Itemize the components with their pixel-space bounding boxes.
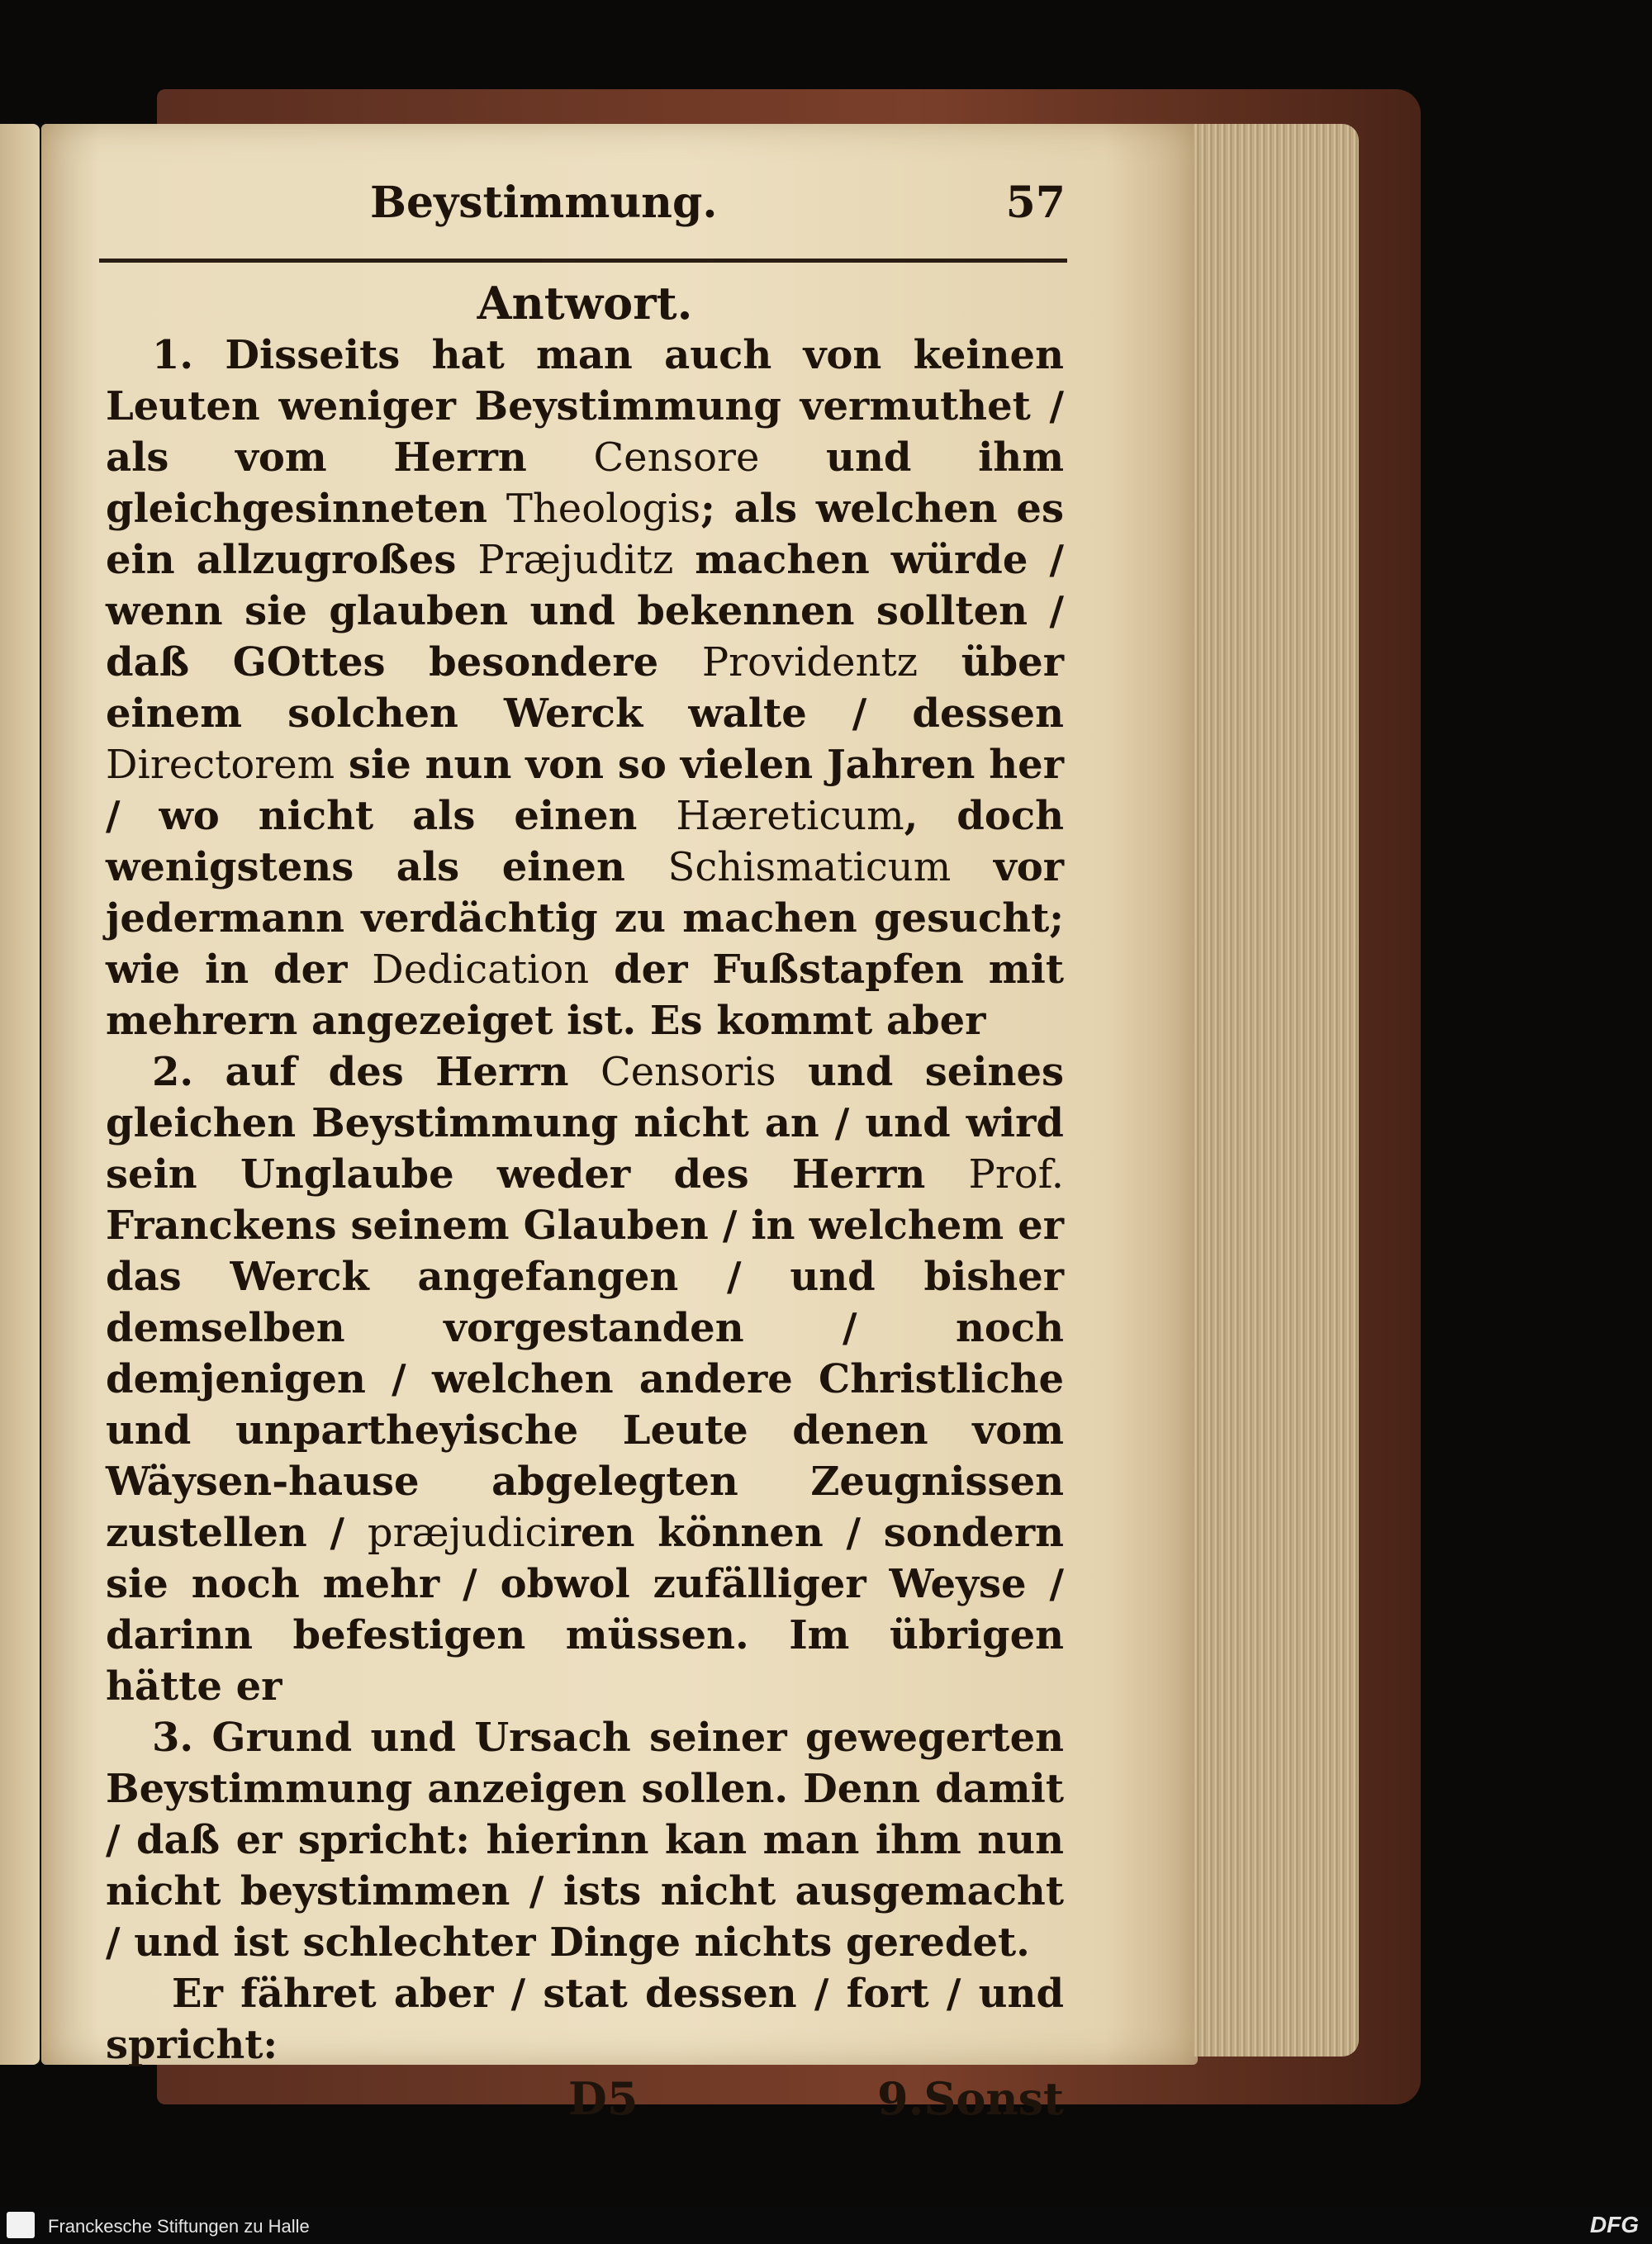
text-run: sie nun von so vielen Jahren her / wo nicht als einen (106, 742, 1064, 839)
text-run: 2. auf des Herrn (152, 1049, 601, 1095)
institution-name: Franckesche Stiftungen zu Halle (48, 2216, 310, 2237)
header-rule (99, 259, 1067, 263)
paragraph-4 (106, 1968, 1064, 2071)
dfg-logo: DFG (1589, 2212, 1639, 2237)
latin-term: Providentz (701, 639, 919, 686)
footer-bar (0, 2207, 1652, 2244)
latin-term: Censoris (601, 1049, 776, 1095)
latin-term: Censore (593, 434, 760, 481)
paragraph-1 (106, 330, 1064, 1046)
text-run: ; als welchen es ein allzugroßes (106, 486, 1064, 583)
latin-term: Dedication (372, 946, 590, 993)
page-number: 57 (1005, 178, 1066, 228)
page-header (106, 178, 1064, 242)
latin-term: præjudici (367, 1510, 560, 1556)
page-text-block (106, 178, 1064, 2132)
latin-term: Directorem (106, 742, 335, 788)
text-run: Er fähret aber / stat dessen / fort / und spricht: (106, 1971, 1064, 2068)
latin-term: Theologis (506, 486, 701, 532)
latin-term: Schismaticum (667, 844, 952, 890)
text-run: 1. Disseits hat man auch von keinen Leuten weniger Beystimmung vermuthet / als vom Herrn (106, 332, 1064, 481)
text-run: und seines gleichen Beystimmung nicht an / und wird sein Unglaube weder des Herrn (106, 1049, 1065, 1198)
paragraph-3 (106, 1712, 1064, 1968)
text-run: 3. Grund und Ursach seiner gewegerten Beystimmung anzeigen sollen. Denn damit / daß er spricht: hierinn kan man ihm nun nicht beystimmen / ists nicht ausgemacht / und ist schlechter Dinge nichts geredet. (106, 1715, 1064, 1966)
text-run: der Fußstapfen mit mehrern angezeiget ist. Es kommt aber (106, 946, 1064, 1044)
text-run: Franckens seinem Glauben / in welchem er das Werck angefangen / und bisher demselben vorgestanden / noch demjenigen / welchen andere Christliche und unpartheyische Leute denen vom Wäysen-hause abgelegten Zeugnissen zustellen / (106, 1203, 1064, 1556)
page-block-edges (1194, 124, 1359, 2057)
section-title: Antwort. (477, 277, 693, 330)
signature-mark: D5 (568, 2072, 638, 2125)
institution-logo-icon (7, 2212, 35, 2238)
text-run: machen würde / wenn sie glauben und bekennen sollten / daß GOttes besondere (106, 537, 1065, 686)
catchword: 9.Sonst (877, 2072, 1064, 2125)
text-run: über einem solchen Werck walte / dessen (106, 639, 1064, 737)
text-run: vor jedermann verdächtig zu machen gesucht; wie in der (106, 844, 1065, 993)
text-run: , doch wenigstens als einen (106, 793, 1064, 890)
text-run: und ihm gleichgesinneten (106, 434, 1064, 532)
running-title: Beystimmung. (370, 178, 718, 228)
facing-page-edge (0, 124, 40, 2065)
latin-term: Hæreticum (676, 793, 904, 839)
paragraph-2 (106, 1046, 1064, 1712)
page-foot (106, 2072, 1064, 2132)
latin-term: Prof. (968, 1151, 1064, 1198)
latin-term: Præjuditz (477, 537, 674, 583)
text-run: ren können / sondern sie noch mehr / obwol zufälliger Weyse / darinn befestigen müssen. Im übrigen hätte er (106, 1510, 1065, 1710)
